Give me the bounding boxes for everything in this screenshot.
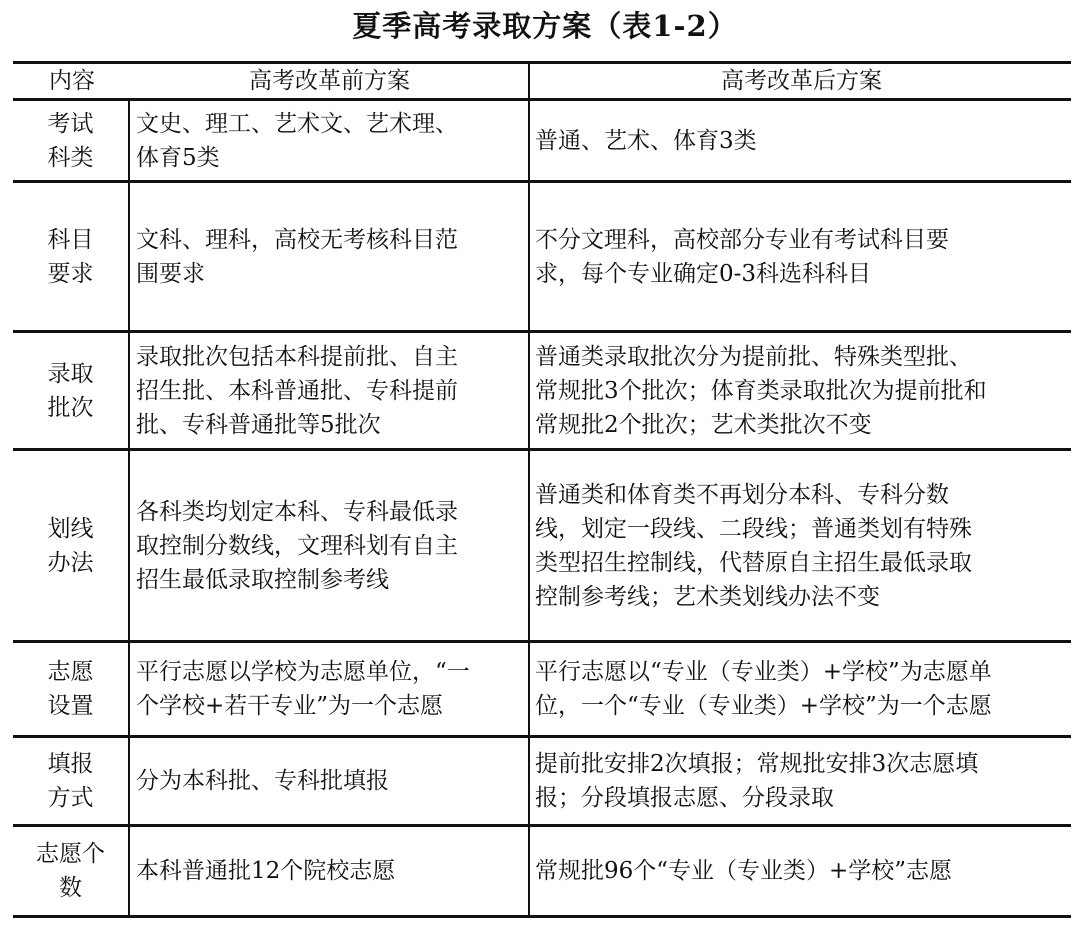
before-reform-cell-line: 围要求 bbox=[136, 260, 205, 287]
before-reform-cell-line: 文科、理科，高校无考核科目范 bbox=[136, 226, 458, 253]
before-reform-cell-line: 各科类均划定本科、专科最低录 bbox=[136, 498, 458, 525]
after-reform-cell-line: 类型招生控制线，代替原自主招生最低录取 bbox=[535, 549, 972, 576]
after-reform-cell-line: 提前批安排2次填报；常规批安排3次志愿填 bbox=[535, 751, 979, 777]
admission-comparison-table bbox=[13, 61, 1071, 918]
after-reform-cell bbox=[529, 182, 1071, 332]
before-reform-cell-line: 平行志愿以学校为志愿单位，“一 bbox=[136, 659, 470, 685]
after-reform-cell bbox=[529, 332, 1071, 450]
row-label-cell bbox=[13, 100, 129, 182]
after-reform-cell-line: 求，每个专业确定0-3科选科科目 bbox=[535, 260, 872, 287]
row-label-cell-line: 数 bbox=[59, 875, 82, 901]
after-reform-cell-line: 控制参考线；艺术类划线办法不变 bbox=[535, 583, 880, 610]
table-row bbox=[13, 182, 1071, 332]
before-reform-cell bbox=[129, 642, 529, 737]
before-reform-cell bbox=[129, 450, 529, 642]
row-label-cell-line: 填报 bbox=[47, 751, 94, 777]
row-label-cell bbox=[13, 826, 129, 917]
before-reform-cell bbox=[129, 332, 529, 450]
table-title: 夏季高考录取方案（表1-2） bbox=[352, 9, 738, 43]
after-reform-cell bbox=[529, 737, 1071, 826]
after-reform-cell bbox=[529, 826, 1071, 917]
row-label-cell-line: 志愿 bbox=[47, 659, 94, 685]
row-label-cell-line: 志愿个 bbox=[36, 841, 105, 867]
after-reform-cell-line: 线，划定一段线、二段线；普通类划有特殊 bbox=[535, 515, 972, 542]
table-header-row bbox=[13, 63, 1071, 100]
row-label-cell bbox=[13, 332, 129, 450]
before-reform-cell bbox=[129, 826, 529, 917]
table-row bbox=[13, 737, 1071, 826]
before-reform-cell-line: 录取批次包括本科提前批、自主 bbox=[136, 343, 458, 370]
before-reform-cell-line: 体育5类 bbox=[136, 144, 220, 171]
row-label-cell-line: 设置 bbox=[47, 693, 94, 719]
before-reform-cell-line: 文史、理工、艺术文、艺术理、 bbox=[136, 110, 458, 137]
after-reform-cell-line: 常规批96个“专业（专业类）+学校”志愿 bbox=[535, 858, 953, 884]
row-label-cell-line: 科目 bbox=[47, 226, 94, 253]
after-reform-cell-line: 普通、艺术、体育3类 bbox=[535, 127, 757, 154]
row-label-cell-line: 科类 bbox=[47, 144, 94, 171]
after-reform-cell-line: 普通类和体育类不再划分本科、专科分数 bbox=[535, 481, 949, 508]
after-reform-cell bbox=[529, 642, 1071, 737]
table-row bbox=[13, 100, 1071, 182]
after-reform-cell-line: 普通类录取批次分为提前批、特殊类型批、 bbox=[535, 343, 972, 370]
row-label-cell-line: 考试 bbox=[47, 110, 94, 137]
table-row bbox=[13, 450, 1071, 642]
row-label-cell bbox=[13, 737, 129, 826]
row-label-cell bbox=[13, 182, 129, 332]
before-reform-cell bbox=[129, 737, 529, 826]
row-label-cell-line: 批次 bbox=[47, 394, 94, 421]
before-reform-cell-line: 个学校+若干专业”为一个志愿 bbox=[136, 693, 444, 719]
after-reform-cell-line: 常规批2个批次；艺术类批次不变 bbox=[535, 411, 872, 438]
after-reform-cell bbox=[529, 100, 1071, 182]
before-reform-cell bbox=[129, 182, 529, 332]
header-content: 内容 bbox=[13, 63, 129, 100]
before-reform-cell-line: 取控制分数线，文理科划有自主 bbox=[136, 532, 458, 559]
after-reform-cell-line: 不分文理科，高校部分专业有考试科目要 bbox=[535, 226, 949, 253]
before-reform-cell-line: 招生批、本科普通批、专科提前 bbox=[136, 377, 458, 404]
header-after-reform: 高考改革后方案 bbox=[529, 63, 1071, 100]
row-label-cell bbox=[13, 642, 129, 737]
table-row bbox=[13, 332, 1071, 450]
row-label-cell-line: 划线 bbox=[47, 515, 94, 542]
after-reform-cell bbox=[529, 450, 1071, 642]
before-reform-cell-line: 招生最低录取控制参考线 bbox=[136, 566, 389, 593]
before-reform-cell-line: 本科普通批12个院校志愿 bbox=[136, 858, 396, 884]
before-reform-cell bbox=[129, 100, 529, 182]
after-reform-cell-line: 平行志愿以“专业（专业类）+学校”为志愿单 bbox=[535, 659, 992, 685]
row-label-cell-line: 录取 bbox=[47, 360, 94, 387]
row-label-cell-line: 方式 bbox=[47, 785, 94, 811]
after-reform-cell-line: 位，一个“专业（专业类）+学校”为一个志愿 bbox=[535, 693, 992, 719]
header-before-reform: 高考改革前方案 bbox=[129, 63, 529, 100]
before-reform-cell-line: 分为本科批、专科批填报 bbox=[136, 768, 389, 794]
before-reform-cell-line: 批、专科普通批等5批次 bbox=[136, 411, 381, 438]
row-label-cell-line: 要求 bbox=[47, 260, 94, 287]
table-row bbox=[13, 642, 1071, 737]
after-reform-cell-line: 常规批3个批次；体育类录取批次为提前批和 bbox=[535, 377, 987, 404]
table-row bbox=[13, 826, 1071, 917]
row-label-cell bbox=[13, 450, 129, 642]
row-label-cell-line: 办法 bbox=[47, 549, 94, 576]
after-reform-cell-line: 报；分段填报志愿、分段录取 bbox=[535, 785, 834, 811]
